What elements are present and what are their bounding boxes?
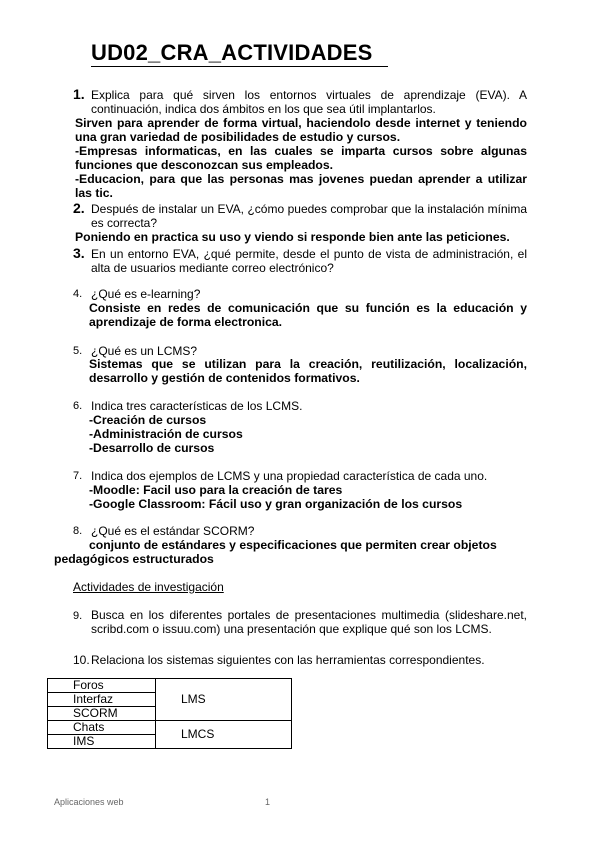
q7-answer-1: -Moodle: Facil uso para la creación de tares	[89, 483, 343, 497]
q2-answer: Poniendo en practica su uso y viendo si responde bien ante las peticiones.	[75, 230, 510, 244]
title-underline	[91, 66, 388, 67]
research-heading: Actividades de investigación	[73, 580, 224, 594]
q6-answer-3: -Desarrollo de cursos	[89, 441, 215, 455]
table-cell-group: LMS	[156, 679, 292, 721]
q5-answer: Sistemas que se utilizan para la creación, reutilización, localización, desarrollo y gestión de contenidos formativos.	[89, 357, 527, 385]
q6-answer-2: -Administración de cursos	[89, 427, 243, 441]
table-cell-system: SCORM	[48, 707, 156, 721]
table-row	[48, 721, 292, 735]
q1-number: 1.	[73, 86, 85, 102]
relation-table	[47, 678, 292, 749]
q3-number: 3.	[73, 245, 85, 261]
page-title: UD02_CRA_ACTIVIDADES	[91, 40, 373, 65]
table-row	[48, 679, 292, 693]
q6-number: 6.	[73, 400, 83, 412]
q7-number: 7.	[73, 470, 83, 482]
q7-answer-2: -Google Classroom: Fácil uso y gran organización de los cursos	[89, 497, 463, 511]
q10-question: Relaciona los sistemas siguientes con las herramientas correspondientes.	[91, 653, 485, 667]
q1-question: Explica para qué sirven los entornos virtuales de aprendizaje (EVA). A continuación, indica dos ámbitos en los que sea útil implantarlos.	[91, 88, 527, 116]
q6-answer-1: -Creación de cursos	[89, 413, 207, 427]
table-cell-system: IMS	[48, 735, 156, 749]
q2-question: Después de instalar un EVA, ¿cómo puedes comprobar que la instalación mínima es correcta?	[91, 202, 527, 230]
q8-answer-line2: pedagógicos estructurados	[54, 552, 214, 566]
footer-page-number: 1	[265, 797, 271, 807]
q3-question: En un entorno EVA, ¿qué permite, desde el punto de vista de administración, el alta de usuarios mediante correo electrónico?	[91, 247, 527, 275]
q9-number: 9.	[73, 610, 83, 622]
table-cell-system: Interfaz	[48, 693, 156, 707]
q5-question: ¿Qué es un LCMS?	[91, 344, 198, 358]
q1-answer-2: -Empresas informaticas, en las cuales se imparta cursos sobre algunas funciones que desconozcan sus empleados.	[75, 144, 527, 172]
q2-number: 2.	[73, 200, 85, 216]
q4-number: 4.	[73, 288, 83, 300]
q10-number: 10.	[73, 653, 90, 667]
q8-answer-line1: conjunto de estándares y especificaciones que permiten crear objetos	[89, 538, 497, 552]
q9-question: Busca en los diferentes portales de presentaciones multimedia (slideshare.net, scribd.com o issuu.com) una presentación que explique qué son los LCMS.	[91, 608, 527, 636]
q7-question: Indica dos ejemplos de LCMS y una propiedad característica de cada uno.	[91, 469, 488, 483]
q5-number: 5.	[73, 345, 83, 357]
q4-question: ¿Qué es e-learning?	[91, 287, 201, 301]
q6-question: Indica tres características de los LCMS.	[91, 399, 303, 413]
footer-course: Aplicaciones web	[54, 797, 124, 807]
q4-answer: Consiste en redes de comunicación que su función es la educación y aprendizaje de forma electronica.	[89, 301, 527, 329]
q1-answer-3: -Educacion, para que las personas mas jovenes puedan aprender a utilizar las tic.	[75, 172, 527, 200]
q1-answer-1: Sirven para aprender de forma virtual, haciendolo desde internet y teniendo una gran variedad de posibilidades de estudio y cursos.	[75, 116, 527, 144]
table-cell-group: LMCS	[156, 721, 292, 749]
table-cell-system: Foros	[48, 679, 156, 693]
q8-number: 8.	[73, 525, 83, 537]
table-cell-system: Chats	[48, 721, 156, 735]
q8-question: ¿Qué es el estándar SCORM?	[91, 524, 255, 538]
